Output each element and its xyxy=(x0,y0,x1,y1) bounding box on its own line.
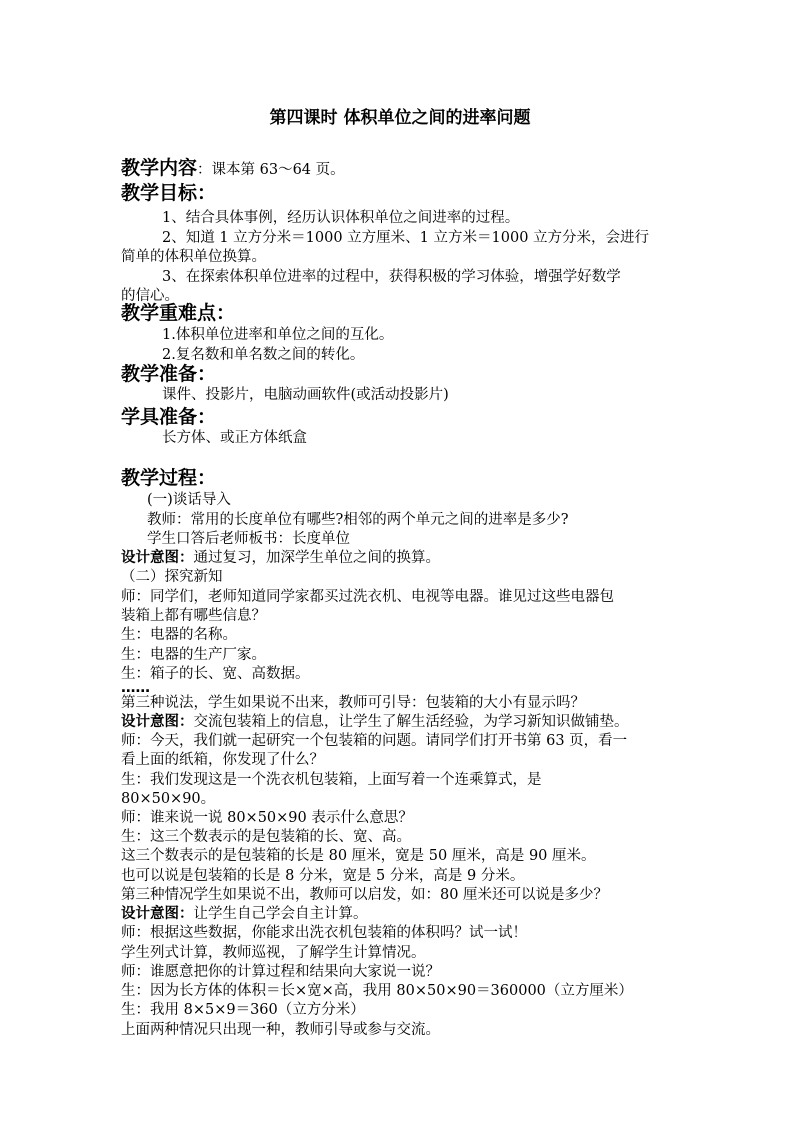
process-line: 学生口答后老师板书：长度单位 xyxy=(147,531,350,547)
page-title: 第四课时 体积单位之间的进率问题 xyxy=(269,108,531,128)
process-line: 生：我们发现这是一个洗衣机包装箱，上面写着一个连乘算式，是 xyxy=(121,772,542,788)
process-line: 也可以说是包装箱的长是 8 分米，宽是 5 分米，高是 9 分米。 xyxy=(121,868,525,884)
process-line: 学生列式计算，教师巡视，了解学生计算情况。 xyxy=(121,945,426,961)
process-line: 教师：常用的长度单位有哪些?相邻的两个单元之间的进率是多少? xyxy=(147,512,569,528)
process-line: 生：因为长方体的体积＝长×宽×高，我用 80×50×90＝360000（立方厘米） xyxy=(121,983,633,999)
goals-heading: 教学目标： xyxy=(121,182,217,204)
goal-item-3-cont: 的信心。 xyxy=(121,288,179,304)
process-line: 生：电器的生产厂家。 xyxy=(121,647,266,663)
design-intent-text: 交流包装箱上的信息，让学生了解生活经验，为学习新知识做铺垫。 xyxy=(193,714,629,730)
design-intent-2 xyxy=(121,712,629,732)
keypoint-item-2: 2.复名数和单名数之间的转化。 xyxy=(162,347,365,363)
process-line: 生：电器的名称。 xyxy=(121,627,237,643)
prep-heading: 教学准备： xyxy=(121,363,217,385)
design-intent-3 xyxy=(121,904,368,924)
process-line: 80×50×90。 xyxy=(121,791,216,807)
design-intent-text: 让学生自己学会自主计算。 xyxy=(193,906,368,922)
process-line: 生：这三个数表示的是包装箱的长、宽、高。 xyxy=(121,829,411,845)
process-heading: 教学过程： xyxy=(121,467,217,489)
process-line: 装箱上都有哪些信息？ xyxy=(121,608,266,624)
design-intent-label: 设计意图： xyxy=(121,550,194,566)
prep-text: 课件、投影片，电脑动画软件(或活动投影片) xyxy=(162,387,449,403)
process-line: 师：今天，我们就一起研究一个包装箱的问题。请同学们打开书第 63 页，看一 xyxy=(121,733,628,749)
design-intent-text: 通过复习，加深学生单位之间的换算。 xyxy=(193,550,440,566)
goal-item-2-cont: 简单的体积单位换算。 xyxy=(121,249,266,265)
goal-item-3: 3、在探索体积单位进率的过程中，获得积极的学习体验，增强学好数学 xyxy=(162,269,621,285)
design-intent-1 xyxy=(121,548,440,568)
goal-item-2: 2、知道 1 立方分米＝1000 立方厘米、1 立方米＝1000 立方分米，会进行 xyxy=(162,230,650,246)
process-line: 师：同学们，老师知道同学家都买过洗衣机、电视等电器。谁见过这些电器包 xyxy=(121,589,614,605)
section-intro: (一)谈话导入 xyxy=(147,492,231,508)
process-line: 师：根据这些数据，你能求出洗衣机包装箱的体积吗？试一试！ xyxy=(121,925,527,941)
process-line: 第三种说法，学生如果说不出来，教师可引导：包装箱的大小有显示吗？ xyxy=(121,695,585,711)
design-intent-label: 设计意图： xyxy=(121,714,194,730)
tools-heading: 学具准备： xyxy=(121,406,217,428)
process-line: 师：谁来说一说 80×50×90 表示什么意思？ xyxy=(121,810,413,826)
process-line: 师：谁愿意把你的计算过程和结果向大家说一说？ xyxy=(121,964,440,980)
section-explore: （二）探究新知 xyxy=(121,569,223,585)
tools-text: 长方体、或正方体纸盒 xyxy=(162,430,307,446)
process-line: 上面两种情况只出现一种，教师引导或参与交流。 xyxy=(121,1022,440,1038)
keypoints-heading: 教学重难点： xyxy=(121,302,236,324)
design-intent-label: 设计意图： xyxy=(121,906,194,922)
content-row xyxy=(121,156,345,180)
process-line: 生：我用 8×5×9＝360（立方分米） xyxy=(121,1002,365,1018)
process-line: 看上面的纸箱，你发现了什么？ xyxy=(121,752,324,768)
content-heading: 教学内容 xyxy=(121,157,198,179)
content-text: 课本第 63～64 页。 xyxy=(211,162,345,178)
process-line: 这三个数表示的是包装箱的长是 80 厘米，宽是 50 厘米，高是 90 厘米。 xyxy=(121,848,596,864)
process-line: 生：箱子的长、宽、高数据。 xyxy=(121,666,310,682)
keypoint-item-1: 1.体积单位进率和单位之间的互化。 xyxy=(162,327,394,343)
content-colon: ： xyxy=(197,162,212,178)
goal-item-1: 1、结合具体事例，经历认识体积单位之间进率的过程。 xyxy=(162,210,520,226)
process-line: 第三种情况学生如果说不出，教师可以启发，如：80 厘米还可以说是多少？ xyxy=(121,887,609,903)
ellipsis: …… xyxy=(121,680,150,696)
